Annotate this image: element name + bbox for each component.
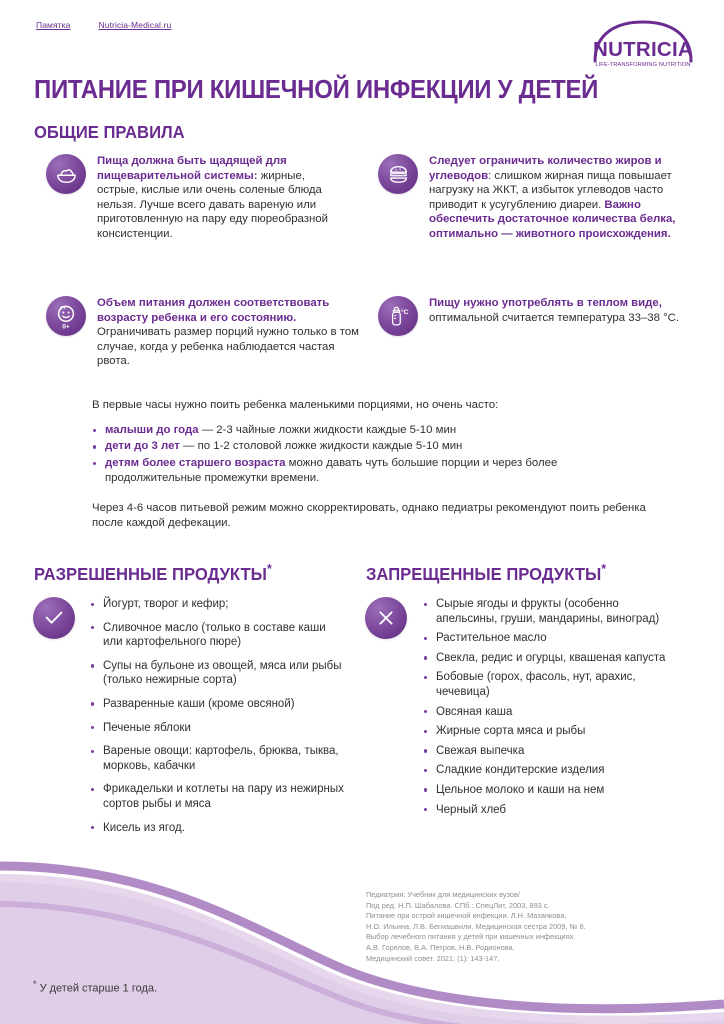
hydration-bullet-1-bold: малыши до года bbox=[105, 424, 199, 436]
rule-text-2 bbox=[429, 154, 688, 242]
list-item: Сырые ягоды и фрукты (особенно апельсины, груши, мандарины, виноград) bbox=[423, 597, 678, 626]
section-title-allowed bbox=[34, 561, 272, 585]
list-item: Фрикадельки и котлеты на пару из нежирных сортов рыбы и мяса bbox=[90, 782, 345, 811]
rule-bold-4: Пищу нужно употреблять в теплом виде, bbox=[429, 297, 662, 309]
rule-text-4 bbox=[429, 296, 688, 325]
bowl-of-food-icon bbox=[46, 154, 86, 194]
baby-face-icon bbox=[46, 296, 86, 336]
rule-rest-2: : слишком жирная пища повышает нагрузку на ЖКТ, а избыток углеводов часто приводит к усугублению диареи. bbox=[429, 169, 672, 211]
allowed-heading-star: * bbox=[266, 561, 272, 576]
footnote-text: У детей старше 1 года. bbox=[36, 982, 158, 995]
list-item: Черный хлеб bbox=[423, 803, 678, 818]
list-item: Йогурт, творог и кефир; bbox=[90, 597, 345, 612]
list-item: Жирные сорта мяса и рыбы bbox=[423, 724, 678, 739]
allowed-products-list bbox=[90, 597, 345, 844]
rule-item-3 bbox=[46, 296, 366, 369]
rule-bold-2: Следует ограничить количество жиров и углеводов bbox=[429, 155, 662, 182]
reference-line: А.В. Горелов, В.А. Петров, Н.В. Родионова. bbox=[366, 942, 515, 952]
list-item: Печеные яблоки bbox=[90, 721, 345, 736]
list-item: Овсяная каша bbox=[423, 705, 678, 720]
hydration-bullet-3-rest: можно давать чуть большие порции и через более продолжительные промежутки времени. bbox=[105, 456, 558, 485]
hydration-bullet-3-bold: детям более старшего возраста bbox=[105, 456, 286, 469]
baby-icon-label: 0+ bbox=[62, 323, 70, 331]
hydration-bullet-2-bold: дети до 3 лет bbox=[105, 440, 180, 453]
list-item: Разваренные каши (кроме овсяной) bbox=[90, 697, 345, 712]
reference-line: Н.О. Ильина, Л.В. Бегиашвили. Медицинская сестра 2009, № 8. bbox=[366, 921, 586, 931]
cross-x-icon bbox=[365, 597, 407, 639]
footnote-star: * bbox=[33, 979, 37, 989]
list-item: Растительное масло bbox=[423, 631, 678, 646]
rule-rest-3: Ограничивать размер порций нужно только в том случае, когда у ребенка наблюдается частая рвота. bbox=[97, 326, 360, 368]
hydration-bullet-1 bbox=[92, 423, 652, 438]
logo-wordmark: NUTRICIA bbox=[593, 38, 693, 61]
list-item: Вареные овощи: картофель, брюква, тыква, морковь, кабачки bbox=[90, 744, 345, 773]
list-item: Свежая выпечка bbox=[423, 744, 678, 759]
list-item: Супы на бульоне из овощей, мяса или рыбы (только нежирные сорта) bbox=[90, 659, 345, 688]
top-links bbox=[36, 20, 171, 30]
hydration-bullet-2-rest: — по 1-2 столовой ложке жидкости каждые 5-10 мин bbox=[179, 440, 463, 453]
section-title-general-rules: ОБЩИЕ ПРАВИЛА bbox=[34, 122, 185, 142]
forbidden-heading-star: * bbox=[601, 561, 607, 576]
reference-line: Педиатрия: Учебник для медицинских вузов/ bbox=[366, 890, 520, 899]
rule-item-2 bbox=[378, 154, 688, 242]
list-item: Свекла, редис и огурцы, квашеная капуста bbox=[423, 651, 678, 666]
hydration-bullet-3 bbox=[92, 456, 652, 487]
allowed-heading-text: РАЗРЕШЕННЫЕ ПРОДУКТЫ bbox=[34, 563, 267, 584]
baby-bottle-temperature-icon bbox=[378, 296, 418, 336]
rule-text-3 bbox=[97, 296, 366, 369]
rule-item-1 bbox=[46, 154, 346, 242]
link-nutricia-medical[interactable]: Nutricia-Medical.ru bbox=[98, 20, 172, 30]
logo-tagline: LIFE-TRANSFORMING NUTRITION bbox=[595, 62, 691, 68]
checkmark-icon bbox=[33, 597, 75, 639]
page-title: ПИТАНИЕ ПРИ КИШЕЧНОЙ ИНФЕКЦИИ У ДЕТЕЙ bbox=[34, 76, 599, 104]
list-item: Цельное молоко и каши на нем bbox=[423, 783, 678, 798]
rule-text-1 bbox=[97, 154, 346, 242]
link-pamyatka[interactable]: Памятка bbox=[36, 20, 71, 30]
hydration-block bbox=[92, 398, 652, 531]
rule-item-4 bbox=[378, 296, 688, 336]
footnote bbox=[33, 979, 157, 995]
reference-line: Выбор лечебного питания у детей при кишечных инфекциях. bbox=[366, 932, 576, 942]
list-item: Кисель из ягод. bbox=[90, 821, 345, 836]
list-item: Сливочное масло (только в составе каши или картофельного пюре) bbox=[90, 621, 345, 650]
hydration-tail: Через 4-6 часов питьевой режим можно скорректировать, однако педиатры рекомендуют поить ребенка после каждой дефекации. bbox=[92, 501, 646, 530]
burger-icon bbox=[378, 154, 418, 194]
hydration-bullet-1-rest: — 2-3 чайные ложки жидкости каждые 5-10 мин bbox=[198, 424, 457, 436]
section-title-forbidden bbox=[366, 561, 606, 585]
rule-bold-3: Объем питания должен соответствовать возрасту ребенка и его состоянию. bbox=[97, 297, 330, 324]
forbidden-heading-text: ЗАПРЕЩЕННЫЕ ПРОДУКТЫ bbox=[366, 563, 602, 584]
rule-rest-4: оптимальной считается температура 33–38 °С. bbox=[429, 311, 680, 324]
hydration-bullet-2 bbox=[92, 439, 652, 454]
hydration-bullets bbox=[92, 423, 652, 487]
rule-rest-1: жирные, острые, кислые или очень соленые блюда нельзя. Лучше всего давать вареную или приготовленную на пару еду пюреобразной консистенции. bbox=[97, 169, 328, 240]
references-text bbox=[366, 890, 686, 964]
hydration-lead: В первые часы нужно поить ребенка маленькими порциями, но очень часто: bbox=[92, 399, 499, 411]
rule-bold-1: Пища должна быть щадящей для пищеварительной системы: bbox=[97, 155, 287, 182]
forbidden-products-list bbox=[423, 597, 678, 822]
nutricia-logo bbox=[584, 18, 702, 70]
reference-line: Под ред. Н.П. Шабалова. СПб.: СпецЛит, 2003, 893 с. bbox=[366, 900, 550, 910]
bottle-icon-label: °C bbox=[400, 308, 408, 316]
reference-line: Питание при острой кишечной инфекции. Л.Н. Мазанкова, bbox=[366, 911, 567, 921]
list-item: Бобовые (горох, фасоль, нут, арахис, чечевица) bbox=[423, 670, 678, 699]
rule-bold-2b: Важно обеспечить достаточное количества белка, оптимально — животного происхождения. bbox=[429, 198, 676, 240]
list-item: Сладкие кондитерские изделия bbox=[423, 763, 678, 778]
reference-line: Медицинский совет. 2021; (1): 143-147. bbox=[366, 953, 500, 963]
